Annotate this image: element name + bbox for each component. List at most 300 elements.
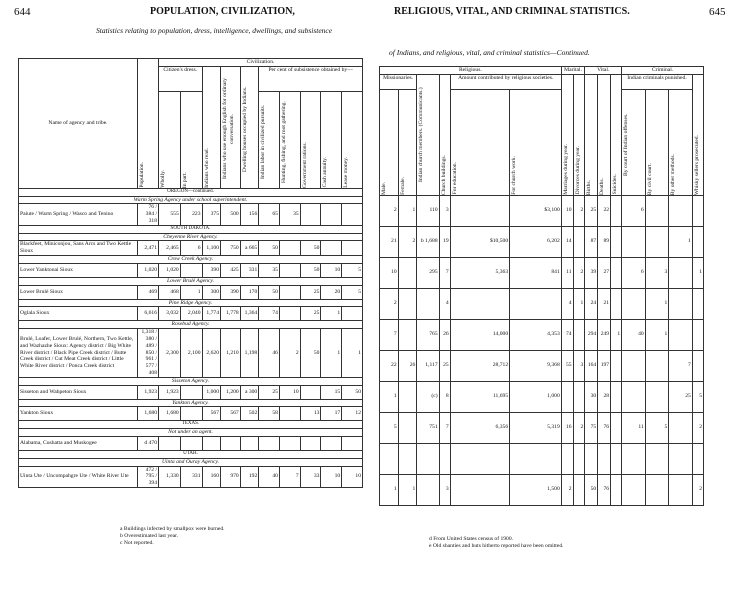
cell-bldg: 7 [439,257,450,288]
cell-members: 751 [417,412,439,443]
group-header-marital: Marital. [561,67,585,75]
cell-hunt [279,407,300,421]
cell-labor: 50 [259,241,280,256]
col-header-other-methods: By other methods. [669,89,693,195]
cell-civil [645,381,669,412]
cell-hunt [279,307,300,321]
cell-speak: 970 [221,466,241,487]
group-header-criminal: Criminal. [622,67,704,75]
cell-annuity: 1 [321,307,342,321]
group-header-missionaries: Missionaries. [380,74,417,89]
cell-bldg: 4 [439,288,450,319]
cell-pop: d 470 [138,436,159,450]
cell-annuity: 1 [321,329,342,378]
cell-suic [611,226,622,257]
page-number-right: 645 [709,6,726,18]
cell-part [180,263,202,277]
cell-hunt: 35 [279,204,300,225]
cell-annuity: 20 [321,285,342,299]
cell-edu [450,195,509,226]
cell-read: 375 [202,204,221,225]
cell-read: 1,774 [202,307,221,321]
cell-labor: 46 [259,329,280,378]
cell-part [180,385,202,399]
page-number-left: 644 [14,6,31,18]
cell-male: 2 [380,195,399,226]
cell-civil [645,226,669,257]
state-heading: SOUTH DAKOTA. [19,225,363,233]
table-row [380,319,704,350]
cell-work: 5,319 [510,412,562,443]
cell-edu: 6,356 [450,412,509,443]
footnote: a Buildings infected by smallpox were burned. [120,526,225,532]
cell-bldg: 7 [439,412,450,443]
cell-div: 1 [573,288,585,319]
cell-female: 1 [398,474,417,505]
cell-annuity [321,204,342,225]
cell-members [417,288,439,319]
col-header-births: Births. [585,74,598,195]
footnote: d From United States census of 1900. [429,536,514,542]
tribe-name: Blackfeet, Miniconjou, Sans Arcs and Two Kettle Sioux [19,241,138,256]
cell-pop: 1,680 [138,407,159,421]
cell-div [573,443,585,474]
agency-heading: Not under an agent. [19,429,363,437]
cell-labor: 50 [259,285,280,299]
cell-other [669,288,693,319]
cell-labor: 35 [259,263,280,277]
cell-marr: 14 [561,226,573,257]
col-header-rations: Government rations. [300,91,321,188]
cell-rations: 25 [300,307,321,321]
cell-rations: 33 [300,466,321,487]
cell-lease: 10 [342,466,363,487]
right-page [369,0,737,600]
table-row [19,450,363,458]
col-header-name: Name of agency and tribe. [19,59,138,189]
cell-suic [611,443,622,474]
cell-civil [645,443,669,474]
cell-civil [645,350,669,381]
cell-wholly: 1,680 [159,407,181,421]
cell-deaths: 197 [598,350,611,381]
cell-suic [611,474,622,505]
table-row [380,195,704,226]
cell-court: 6 [622,257,646,288]
cell-speak: 1,200 [221,385,241,399]
table-row [380,381,704,412]
table-row [19,421,363,429]
table-row [19,385,363,399]
cell-pop: 1,318 / 380 / 489 / 850 / 961 / 577 / 408 [138,329,159,378]
agency-heading: Cheyenne River Agency. [19,233,363,241]
table-row [19,225,363,233]
cell-work [510,443,562,474]
col-header-buildings: Church buildings. [439,74,450,195]
tribe-name: Uinta Ute / Uncompahgre Ute / White River Ute [19,466,138,487]
cell-births: 24 [585,288,598,319]
cell-court [622,443,646,474]
agency-heading: Uinta and Ouray Agency. [19,458,363,466]
cell-other [669,195,693,226]
cell-other [669,474,693,505]
cell-edu [450,443,509,474]
cell-female [398,381,417,412]
col-header-church-work: For church work. [510,89,562,195]
cell-wholly: 2,300 [159,329,181,378]
cell-bldg: 25 [439,350,450,381]
table-row [19,321,363,329]
cell-court [622,350,646,381]
cell-hunt [279,241,300,256]
cell-read: 160 [202,466,221,487]
cell-births: 50 [585,474,598,505]
cell-male: 2 [380,288,399,319]
state-heading: OREGON—continued. [19,188,363,196]
cell-read [202,436,221,450]
agency-heading: Yankton Agency. [19,399,363,407]
tribe-name: Paiute / Warm Spring / Wasco and Tenino [19,204,138,225]
col-header-suicides: Suicides. [611,74,622,195]
cell-read: 567 [202,407,221,421]
cell-civil: 5 [645,412,669,443]
cell-annuity: 15 [321,385,342,399]
table-row [19,299,363,307]
cell-dwell: 156 [240,204,259,225]
col-header-hunting: Hunting, fishing, and root gathering. [279,91,300,188]
cell-dwell: a 665 [240,241,259,256]
table-row [380,226,704,257]
cell-other [669,257,693,288]
cell-whisky: 5 [692,381,703,412]
cell-wholly: 468 [159,285,181,299]
table-row [19,407,363,421]
cell-read: 2,620 [202,329,221,378]
cell-other [669,443,693,474]
cell-rations: 50 [300,263,321,277]
cell-female [398,412,417,443]
cell-lease: 5 [342,285,363,299]
cell-deaths: 89 [598,226,611,257]
cell-bldg: 8 [439,381,450,412]
cell-whisky [692,226,703,257]
cell-bldg: 3 [439,474,450,505]
col-header-annuity: Cash annuity. [321,91,342,188]
cell-edu: $10,500 [450,226,509,257]
cell-labor: 65 [259,204,280,225]
cell-lease [342,436,363,450]
cell-marr [561,381,573,412]
cell-whisky [692,195,703,226]
cell-edu: 14,000 [450,319,509,350]
cell-hunt: 10 [279,385,300,399]
cell-wholly [159,436,181,450]
agency-heading: Sisseton Agency. [19,377,363,385]
cell-dwell: 1,364 [240,307,259,321]
table-row [19,263,363,277]
left-table-body [19,188,363,487]
cell-deaths [598,443,611,474]
cell-female: 2 [398,226,417,257]
cell-wholly: 3,032 [159,307,181,321]
col-header-civil-court: By civil court. [645,89,669,195]
cell-court [622,474,646,505]
state-heading: UTAH. [19,450,363,458]
col-header-marriages: Marriages during year. [561,74,573,195]
table-row [19,188,363,196]
cell-read: 1,000 [202,385,221,399]
footnote: e Old shanties and huts hitherto reported have been omitted. [429,543,564,549]
state-heading: TEXAS. [19,421,363,429]
tribe-name: Alabama, Cushatta and Muskogee [19,436,138,450]
tribe-name: Yankton Sioux [19,407,138,421]
cell-pop: 1,923 [138,385,159,399]
cell-marr: 4 [561,288,573,319]
cell-births: 25 [585,195,598,226]
cell-hunt [279,263,300,277]
cell-lease: 5 [342,263,363,277]
cell-whisky [692,443,703,474]
cell-speak: 750 [221,241,241,256]
tribe-name: Oglala Sioux [19,307,138,321]
cell-male: 1 [380,381,399,412]
cell-marr: 16 [561,412,573,443]
agency-heading: Lower Brulé Agency. [19,277,363,285]
cell-bldg: 3 [439,195,450,226]
cell-members: (c) [417,381,439,412]
cell-court: 6 [622,195,646,226]
cell-work [510,288,562,319]
cell-read: 300 [202,285,221,299]
cell-whisky: 2 [692,474,703,505]
cell-rations: 50 [300,329,321,378]
cell-deaths: 27 [598,257,611,288]
cell-wholly: 555 [159,204,181,225]
cell-female [398,443,417,474]
cell-work: 841 [510,257,562,288]
cell-read: 1,100 [202,241,221,256]
cell-wholly: 2,465 [159,241,181,256]
footnote: b Overestimated last year. [120,533,179,539]
group-header-vital: Vital. [585,67,622,75]
cell-edu [450,474,509,505]
cell-marr: 11 [561,257,573,288]
cell-div [573,226,585,257]
cell-labor [259,436,280,450]
cell-part: 2,100 [180,329,202,378]
cell-births: 39 [585,257,598,288]
cell-annuity [321,436,342,450]
group-header-religious: Religious. [380,67,562,75]
cell-marr: 74 [561,319,573,350]
group-header-punished: Indian criminals punished. [622,74,693,89]
cell-pop: 472 / 795 / 394 [138,466,159,487]
cell-marr: 55 [561,350,573,381]
cell-div [573,474,585,505]
col-header-deaths: Deaths. [598,74,611,195]
cell-speak: 425 [221,263,241,277]
col-header-labor: Indian labor in civilized pursuits. [259,91,280,188]
cell-dwell: 192 [240,466,259,487]
cell-deaths: 21 [598,288,611,319]
cell-deaths: 76 [598,412,611,443]
left-footnotes [120,526,225,547]
cell-female [398,288,417,319]
cell-court: 11 [622,412,646,443]
cell-lease: 12 [342,407,363,421]
cell-wholly: 1,020 [159,263,181,277]
table-row [380,412,704,443]
col-header-male: Male. [380,89,399,195]
cell-div: 2 [573,195,585,226]
cell-annuity: 17 [321,407,342,421]
cell-lease: 50 [342,385,363,399]
table-row [380,288,704,319]
left-stats-table [18,58,363,488]
col-header-court-offenses: By court of Indian offenses. [622,89,646,195]
cell-div: 2 [573,412,585,443]
right-footnotes [429,536,564,550]
cell-civil: 1 [645,319,669,350]
tribe-name: Lower Yanktonai Sioux [19,263,138,277]
table-row [19,399,363,407]
col-header-whisky: Whisky sellers prosecuted. [692,74,703,195]
col-header-wholly: Wholly. [159,91,181,188]
group-header-civilization: Civilization. [159,59,363,67]
cell-labor: 25 [259,385,280,399]
table-row [19,285,363,299]
left-page-header: POPULATION, CIVILIZATION, [150,6,295,17]
col-header-dwelling: Dwelling houses occupied by Indians. [240,66,259,188]
cell-rations: 13 [300,407,321,421]
agency-heading: Pine Ridge Agency. [19,299,363,307]
cell-members: 110 [417,195,439,226]
cell-dwell: 1,198 [240,329,259,378]
cell-lease: 1 [342,329,363,378]
table-row [19,277,363,285]
table-row [19,429,363,437]
cell-labor: 58 [259,407,280,421]
col-header-education: For education. [450,89,509,195]
cell-dwell: 502 [240,407,259,421]
cell-female: 26 [398,350,417,381]
cell-male: 7 [380,319,399,350]
cell-civil: 3 [645,257,669,288]
cell-part [180,436,202,450]
cell-lease [342,241,363,256]
table-row [19,329,363,378]
cell-work: 9,368 [510,350,562,381]
cell-deaths: 28 [598,381,611,412]
cell-male: 5 [380,412,399,443]
cell-suic [611,412,622,443]
right-table-body [380,195,704,505]
cell-bldg [439,443,450,474]
col-header-speak: Indians who use enough English for ordinary conversation. [221,66,241,188]
cell-births: 87 [585,226,598,257]
cell-members: 1,117 [417,350,439,381]
cell-suic [611,381,622,412]
cell-edu: 28,712 [450,350,509,381]
cell-labor: 74 [259,307,280,321]
cell-pop: 6,616 [138,307,159,321]
cell-part [180,407,202,421]
cell-civil [645,195,669,226]
cell-whisky [692,288,703,319]
cell-suic [611,195,622,226]
cell-hunt: 2 [279,329,300,378]
cell-hunt [279,436,300,450]
agency-heading: Warm Spring Agency under school superintendent. [19,196,363,204]
cell-suic [611,257,622,288]
cell-members: 295 [417,257,439,288]
col-header-population: Population. [138,59,159,189]
cell-court [622,288,646,319]
right-page-subtitle: of Indians, and religious, vital, and criminal statistics—Continued. [389,48,590,57]
table-row [19,466,363,487]
cell-deaths: 22 [598,195,611,226]
table-row [19,436,363,450]
cell-births: 30 [585,381,598,412]
cell-female [398,319,417,350]
cell-pop: 1,020 [138,263,159,277]
cell-births: 294 [585,319,598,350]
col-header-divorces: Divorces during year. [573,74,585,195]
cell-marr: 2 [561,474,573,505]
table-row [19,307,363,321]
cell-pop: 469 [138,285,159,299]
agency-heading: Rosebud Agency. [19,321,363,329]
cell-suic [611,288,622,319]
col-header-read: Indians who read. [202,66,221,188]
cell-div [573,381,585,412]
cell-whisky: 2 [692,412,703,443]
cell-whisky [692,350,703,381]
cell-pop: 2,471 [138,241,159,256]
cell-marr [561,443,573,474]
cell-hunt [279,285,300,299]
cell-part: 6 [180,241,202,256]
group-header-subsistence: Per cent of subsistence obtained by— [259,66,363,91]
cell-div: 3 [573,350,585,381]
left-page [0,0,368,600]
table-row [380,350,704,381]
col-header-female: Female. [398,89,417,195]
cell-members [417,474,439,505]
cell-pop: 76 / 384 / 318 [138,204,159,225]
cell-other: 7 [669,350,693,381]
cell-edu: 5,363 [450,257,509,288]
cell-rations: 25 [300,285,321,299]
table-row [19,204,363,225]
cell-lease [342,204,363,225]
cell-speak: 567 [221,407,241,421]
cell-rations [300,436,321,450]
cell-work: 1,000 [510,381,562,412]
table-row [380,443,704,474]
tribe-name: Sisseton and Wahpeton Sioux [19,385,138,399]
right-page-header: RELIGIOUS, VITAL, AND CRIMINAL STATISTICS. [394,6,630,17]
group-header-dress: Citizen's dress. [159,66,203,91]
col-header-in-part: In part. [180,91,202,188]
cell-speak: 1,778 [221,307,241,321]
cell-dwell: a 300 [240,385,259,399]
right-stats-table [379,66,704,506]
tribe-name: Lower Brulé Sioux [19,285,138,299]
left-page-subtitle: Statistics relating to population, dress, intelligence, dwellings, and subsistence [96,26,333,35]
cell-births [585,443,598,474]
table-row [380,257,704,288]
